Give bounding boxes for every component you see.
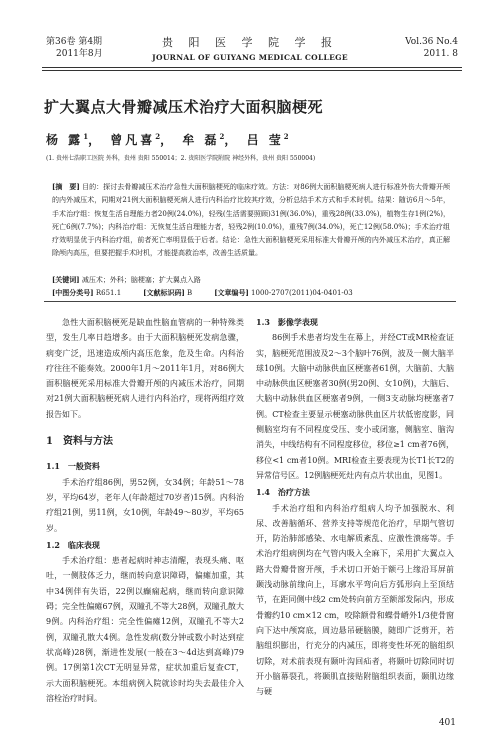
author: 曾凡喜	[110, 133, 156, 147]
clc-value: R651.1	[95, 289, 122, 297]
journal-volume-en	[405, 36, 458, 60]
subsection-heading: 1.2 临床表现	[46, 539, 100, 550]
author: 吕 莹	[246, 133, 284, 147]
paragraph: 手术治疗组86例，男52例，女34例；年龄51～78岁，平均64岁，老年人(年龄超过70岁者)15例。内科治疗组21例，男11例，女10例，年龄49～80岁，平均65岁。	[46, 477, 244, 533]
abstract-label: [摘 要]	[52, 182, 80, 191]
subsection-heading: 1.4 治疗方法	[256, 487, 310, 498]
clc-label: [中图分类号]	[52, 288, 94, 297]
journal-name-cn: 贵 阳 医 学 院 学 报	[162, 36, 338, 49]
paragraph: 手术治疗组和内科治疗组病人均予加强脱水、利尿、改善脑循环、营养支持等规范化治疗，早期气管切开，防治肺部感染、水电解质紊乱、应激性溃疡等。手术治疗组病例均在气管内吸入全麻下，采用扩大翼点入路大骨瓣骨窗开颅，手术切口开始于额弓上缘沿耳屏前颞浅动脉前缘向上，耳廓水平弯向后方弧形向上至顶结节，在距同侧中线2 cm处转向前方至额部发际内，形成骨瓣约10 cm×12 cm，咬除额骨和蝶骨嵴外1/3使骨窗向下达中颅窝底，周边悬吊硬脑膜，随即广泛剪开，若脑组织膨出，行充分的内减压，即将变性坏死的脑组织切除，对术前表现有颞叶沟回疝者，将颞叶切除同时切开小脑幕裂孔，将颞肌直接贴附脑组织表面，颞肌边缘与硬	[256, 503, 454, 697]
header-rule	[42, 67, 462, 68]
doc-code-value: B	[187, 289, 193, 297]
author-list: 杨 露$^1$， 曾凡喜$^2$， 牟 磊$^2$， 吕 莹$^2$	[46, 132, 289, 147]
right-column	[256, 315, 454, 699]
article-no-label: [文章编号]	[214, 288, 249, 297]
affiliation: (1. 贵州七浩职工医院 外科，贵州 贵阳 550014；2. 贵阳医学院附院 神经外科，贵州 贵阳 550004)	[46, 155, 316, 162]
abstract-divider	[44, 301, 456, 302]
article-no-value: 1000-2707(2011)04-0401-03	[251, 289, 353, 297]
issue-date: 2011年8月	[56, 49, 103, 59]
paragraph: 手术治疗组：患者起病时神志清醒，表现头痛、呕吐，一侧肢体乏力，继而转向意识障碍，偏瘫加重，其中34例伴有失语，22例以癫痫起病，继而转向意识障碍；完全性偏瘫67例，双瞳孔不等大28例，双瞳孔散大9例。内科治疗组：完全性偏瘫12例，双瞳孔不等大2例，双瞳孔散大4例。急性发病(数分钟或数小时达到症状高峰)28例，渐进性发展(一般在3～4d达到高峰)79例。17例第1次CT无明显异常，症状加重后复查CT，示大面积脑梗死。本组病例入院就诊时均失去最佳介入溶栓治疗时间。	[46, 556, 244, 703]
volume-issue: 第36卷 第4期	[46, 37, 103, 47]
abstract-text: 目的：探讨去骨瓣减压术治疗急性大面积脑梗死的临床疗效。方法：对86例大面积脑梗死病人进行标准外伤大骨瓣开颅的内外减压术，同期对21例大面积脑梗死病人进行内科治疗比较其疗效，分析总结手术方式和手术时机。结果：随访6月～5年，手术治疗组：恢复生活自理能力者20例(24.0%)，轻残(生活需要照顾)31例(36.0%)，重残28例(33.0%)，植物生存1例(2%)，死亡6例(7.7%)；内科治疗组：无恢复生活自理能力者，轻残2例(10.0%)，重残7例(34.0%)，死亡12例(58.0%)；手术治疗组疗效明显优于内科治疗组，前者死亡率明显低于后者。结论：急性大面积脑梗死采用标准大骨瓣开颅的内外减压术治疗，真正解除颅内高压，但要把握手术时机，才能提高救治率，改善生活质量。	[52, 183, 451, 258]
journal-name-en: JOURNAL OF GUIYANG MEDICAL COLLEGE	[152, 53, 348, 62]
subsection-heading: 1.1 一般资料	[46, 461, 100, 472]
keywords-text: 减压术；外科；脑梗塞；扩大翼点入路	[81, 276, 201, 284]
left-column	[46, 315, 244, 706]
page-number: 401	[438, 718, 456, 728]
classification-line	[52, 287, 375, 299]
abstract	[52, 180, 450, 261]
header-rule-thin	[42, 70, 462, 71]
doc-code-label: [文献标识码]	[143, 288, 185, 297]
volume-en: Vol.36 No.4	[405, 37, 458, 47]
subsection-heading: 1.3 影像学表现	[256, 317, 318, 327]
author: 牟 磊	[182, 133, 220, 147]
author: 杨 露	[46, 133, 84, 147]
article-title: 扩大翼点大骨瓣减压术治疗大面积脑梗死	[44, 98, 324, 116]
section-heading: 1 资料与方法	[46, 436, 113, 448]
keywords	[52, 274, 201, 286]
paragraph: 86例手术患者均发生在幕上，并经CT或MR检查证实，脑梗死范围波及2～3个脑叶76例，波及一侧大脑半球10例。大脑中动脉供血区梗塞者61例，大脑前、大脑中动脉供血区梗塞者30例(男20例、女10例)，大脑后、大脑中动脉供血区梗塞者9例，一侧3支动脉均梗塞者7例。CT检查主要显示梗塞动脉供血区片状低密度影，同侧脑室均有不同程度受压、变小或闭塞，侧脑室、脑沟消失，中线结构有不同程度移位，移位≥1 cm者76例，移位<1 cm者10例。MRI检查主要表现为长T1长T2的异常信号区。12例脑梗死灶内有点片状出血，见图1。	[256, 333, 454, 480]
intro-paragraph: 急性大面积脑梗死是缺血性脑血管病的一种特殊类型，发生几率日趋增多。由于大面积脑梗死发病急骤，病变广泛，迅速造成颅内高压危象，危及生命。内科治疗往往不能奏效。2000年1月～2011年1月，对86例大面积脑梗死采用标准大骨瓣开颅的内减压术治疗，同期对21例大面积脑梗死病人进行内科治疗，现将两组疗效报告如下。	[46, 318, 244, 419]
keywords-label: [关键词]	[52, 275, 80, 284]
date-en: 2011. 8	[423, 49, 458, 59]
